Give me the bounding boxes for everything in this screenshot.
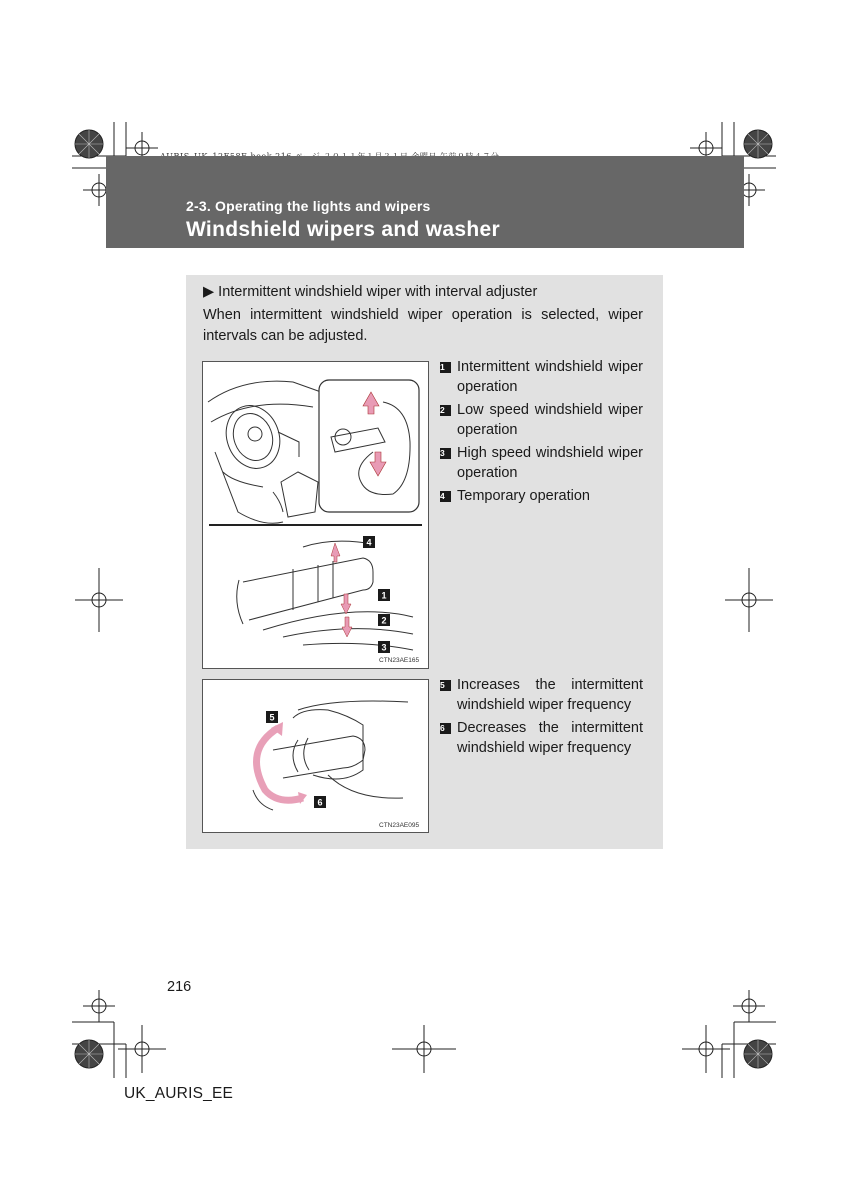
list-item-text: Increases the intermittent windshield wiper frequency [457, 677, 643, 713]
figure1-label-2: 2 [381, 615, 387, 626]
section-label: 2-3. Operating the lights and wipers [186, 198, 431, 214]
list-item [440, 718, 643, 758]
figure1-label-3: 3 [381, 642, 387, 653]
page-title: Windshield wipers and washer [186, 218, 500, 241]
intro-text: When intermittent windshield wiper operation is selected, wiper intervals can be adjusted. [203, 307, 643, 344]
figure2-code: CTN23AE095 [379, 822, 420, 829]
list-item [440, 400, 643, 440]
figure2-label-6: 6 [317, 797, 323, 808]
figure2-label-5: 5 [269, 712, 275, 723]
intro-heading: ▶ Intermittent windshield wiper with interval adjuster [203, 284, 538, 300]
list-item-text: Temporary operation [457, 488, 590, 504]
number-badge: 3 [440, 448, 451, 459]
interval-adjust-list [440, 675, 643, 761]
number-badge: 4 [440, 491, 451, 502]
list-item [440, 357, 643, 397]
wiper-operation-list [440, 357, 643, 509]
page-number: 216 [167, 979, 192, 995]
list-item [440, 486, 643, 506]
number-badge: 2 [440, 405, 451, 416]
figure-interval-adjuster [202, 679, 429, 833]
list-item-text: High speed windshield wiper operation [457, 445, 643, 481]
number-badge: 5 [440, 680, 451, 691]
list-item [440, 443, 643, 483]
footer-code: UK_AURIS_EE [124, 1085, 234, 1102]
list-item [440, 675, 643, 715]
list-item-text: Intermittent windshield wiper operation [457, 359, 643, 395]
list-item-text: Low speed windshield wiper operation [457, 402, 643, 438]
number-badge: 1 [440, 362, 451, 373]
figure1-code: CTN23AE165 [379, 657, 420, 664]
figure1-label-4: 4 [366, 537, 372, 548]
figure-wiper-lever-positions [202, 361, 429, 669]
list-item-text: Decreases the intermittent windshield wiper frequency [457, 720, 643, 756]
number-badge: 6 [440, 723, 451, 734]
figure1-label-1: 1 [381, 590, 387, 601]
